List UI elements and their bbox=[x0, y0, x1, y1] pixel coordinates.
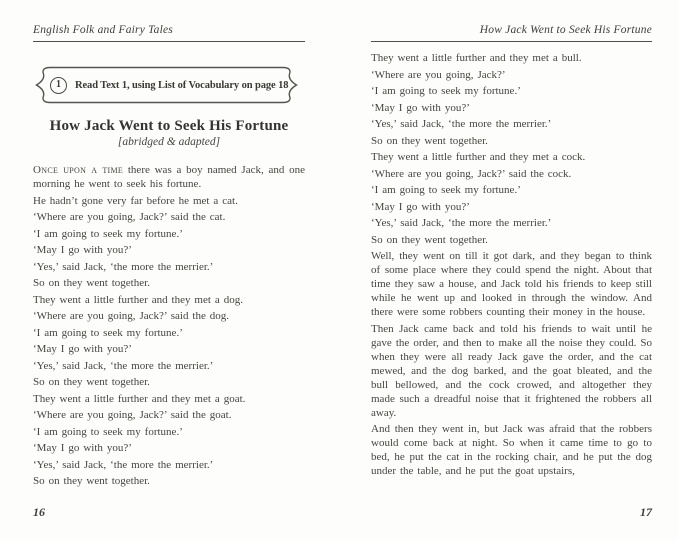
story-paragraph: ‘Yes,’ said Jack, ‘the more the merrier.’ bbox=[33, 359, 214, 372]
story-paragraph: ‘Where are you going, Jack?’ said the cock. bbox=[371, 167, 572, 180]
story-paragraph: ‘May I go with you?’ bbox=[371, 101, 470, 114]
story-paragraph: He hadn’t gone very far before he met a cat. bbox=[33, 194, 238, 207]
story-paragraph bbox=[33, 163, 305, 191]
story-paragraph: ‘Where are you going, Jack?’ said the dog. bbox=[33, 310, 230, 322]
story-paragraph: They went a little further and they met a goat. bbox=[33, 392, 246, 405]
opening-rest: there was a boy named Jack, and one morning he went to seek his fortune. bbox=[33, 164, 305, 190]
task-number: 1 bbox=[56, 79, 61, 90]
story-paragraph: ‘Yes,’ said Jack, ‘the more the merrier.’ bbox=[371, 118, 552, 130]
left-page bbox=[33, 0, 305, 540]
story-body-right bbox=[371, 51, 652, 481]
running-header-right: How Jack Went to Seek His Fortune bbox=[371, 24, 652, 42]
story-paragraph: They went a little further and they met a dog. bbox=[33, 293, 243, 306]
story-paragraph: So on they went together. bbox=[33, 277, 150, 289]
story-paragraph: So on they went together. bbox=[33, 376, 150, 388]
story-paragraph: They went a little further and they met a bull. bbox=[371, 52, 582, 64]
story-paragraph: ‘Where are you going, Jack?’ bbox=[371, 68, 506, 81]
story-subtitle: [abridged & adapted] bbox=[117, 136, 221, 148]
story-paragraph: ‘Where are you going, Jack?’ said the cat. bbox=[33, 211, 226, 223]
story-paragraph: Then Jack came back and told his friends to wait until he gave the order, and then to make all the noise they could. So when they were all ready Jack gave the order, and the cat mewed, and the dog barked, and the goat bleated, and the bull bellowed, and the cock crowed, and altogether they made such a dreadful noise that it frightened the robbers all away. bbox=[371, 322, 652, 419]
story-paragraph: ‘I am going to seek my fortune.’ bbox=[371, 184, 521, 196]
story-paragraph: So on they went together. bbox=[371, 134, 488, 147]
story-paragraph: ‘May I go with you?’ bbox=[371, 200, 470, 213]
page-number-right: 17 bbox=[640, 505, 652, 519]
opening-smallcaps: Once upon a time bbox=[33, 164, 124, 176]
story-paragraph: ‘May I go with you?’ bbox=[33, 442, 132, 454]
story-paragraph: ‘Yes,’ said Jack, ‘the more the merrier.’ bbox=[33, 458, 214, 471]
task-box-content bbox=[33, 64, 301, 106]
story-paragraph: ‘Where are you going, Jack?’ said the goat. bbox=[33, 409, 232, 421]
story-paragraph: ‘I am going to seek my fortune.’ bbox=[371, 85, 521, 97]
story-paragraph: ‘May I go with you?’ bbox=[33, 244, 132, 256]
story-title: How Jack Went to Seek His Fortune bbox=[49, 118, 289, 134]
story-paragraph: They went a little further and they met a cock. bbox=[371, 151, 586, 163]
right-page bbox=[371, 0, 652, 540]
task-number-badge bbox=[50, 77, 67, 94]
story-paragraph: So on they went together. bbox=[33, 475, 150, 487]
story-paragraph: ‘May I go with you?’ bbox=[33, 343, 132, 355]
page-number-left: 16 bbox=[33, 505, 45, 519]
story-paragraph: ‘I am going to seek my fortune.’ bbox=[33, 227, 183, 240]
story-paragraph: ‘I am going to seek my fortune.’ bbox=[33, 326, 183, 339]
task-instruction: Read Text 1, using List of Vocabulary on page 18 bbox=[75, 79, 289, 91]
story-paragraph: ‘I am going to seek my fortune.’ bbox=[33, 425, 183, 438]
story-paragraph: ‘Yes,’ said Jack, ‘the more the merrier.’ bbox=[33, 260, 214, 273]
story-paragraph: Well, they went on till it got dark, and they began to think of some place where they could spend the night. About that time they saw a house, and Jack told his friends to keep still while he went up and looked in through the window. And there were some robbers counting their money in the house. bbox=[371, 250, 652, 318]
task-box bbox=[33, 64, 301, 106]
story-body-left bbox=[33, 163, 305, 491]
story-paragraph: ‘Yes,’ said Jack, ‘the more the merrier.’ bbox=[371, 217, 552, 229]
running-header-left: English Folk and Fairy Tales bbox=[33, 24, 305, 42]
story-paragraph: And then they went in, but Jack was afraid that the robbers would come back at night. So when it came time to go to bed, he put the cat in the rocking chair, and he put the dog under the table, and he put the goat upstairs, bbox=[371, 423, 652, 477]
story-paragraph: So on they went together. bbox=[371, 233, 488, 246]
